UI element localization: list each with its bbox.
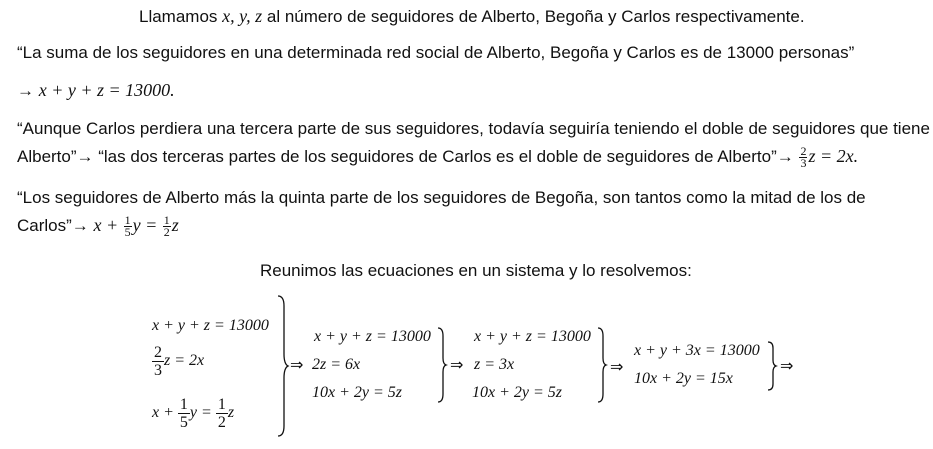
system-2-eq-3: 10x + 2y = 5z — [312, 384, 403, 401]
fraction-one-half-large: $\frac{1}{2}$ — [217, 396, 226, 431]
quote-2-line-1: “Aunque Carlos perdiera una tercera parte de sus seguidores, todavía seguiría teniendo el doble de seguidores que tiene — [17, 119, 930, 138]
quote-2-expr: z = 2x. — [808, 146, 859, 166]
implies-arrow-icon: ⇒ — [780, 356, 794, 375]
quote-1: “La suma de los seguidores en una determinada red social de Alberto, Begoña y Carlos es de 13000 personas” — [17, 43, 855, 62]
right-brace-icon — [766, 340, 778, 392]
intro-prefix: Llamamos — [139, 7, 223, 26]
system-3-eq-2: z = 3x — [474, 356, 515, 373]
system-4-eq-2: 10x + 2y = 15x — [634, 370, 733, 387]
intro-suffix: al número de seguidores de Alberto, Begoña y Carlos respectivamente. — [262, 7, 805, 26]
fraction-two-thirds: $\frac{2}{3}$ — [800, 144, 807, 171]
fraction-two-thirds-large: $\frac{2}{3}$ — [154, 344, 162, 379]
implies-arrow-icon: ⇒ — [450, 355, 464, 374]
right-brace-icon — [436, 326, 448, 404]
equation-1 — [17, 79, 175, 102]
system-1-eq-2: $\frac{2}{3}$ z = 2x — [154, 344, 205, 379]
system-1-eq-1: x + y + z = 13000 — [152, 317, 269, 334]
right-brace-icon — [596, 326, 608, 404]
implies-arrow-icon: ⇒ — [290, 355, 304, 374]
fraction-one-half: $\frac{1}{2}$ — [163, 213, 170, 240]
intro-vars: x, y, z — [222, 6, 263, 26]
fraction-one-fifth: $\frac{1}{5}$ — [124, 213, 131, 240]
system-3-eq-3: 10x + 2y = 5z — [472, 384, 563, 401]
quote-2-text: Alberto”→ “las dos terceras partes de los seguidores de Carlos es el doble de seguidores de Alberto”→ — [17, 147, 799, 166]
system-1-eq-3: x + $\frac{1}{5}$ y = $\frac{1}{2}$ z — [152, 396, 235, 431]
equation-1-expr: x + y + z = 13000. — [38, 80, 175, 100]
implies-arrow-icon: ⇒ — [610, 357, 624, 376]
quote-2-line-2 — [17, 145, 858, 169]
system-4-eq-1: x + y + 3x = 13000 — [634, 342, 760, 359]
system-2-eq-1: x + y + z = 13000 — [314, 328, 431, 345]
intro-line — [139, 5, 805, 28]
quote-3-line-2: Carlos”→ x + $\frac{1}{5}$ y = $\frac{1}{2}$ z — [17, 213, 179, 240]
system-2-eq-2: 2z = 6x — [312, 356, 361, 373]
quote-3-line-1: “Los seguidores de Alberto más la quinta parte de los seguidores de Begoña, son tantos como la mitad de los de — [17, 188, 866, 207]
quote-3-text: Carlos”→ — [17, 216, 94, 235]
right-brace-icon — [276, 294, 290, 438]
reunimos-line: Reunimos las ecuaciones en un sistema y lo resolvemos: — [260, 261, 692, 280]
system-3-eq-1: x + y + z = 13000 — [474, 328, 591, 345]
fraction-one-fifth-large: $\frac{1}{5}$ — [179, 396, 188, 431]
arrow-right: → — [17, 81, 34, 100]
